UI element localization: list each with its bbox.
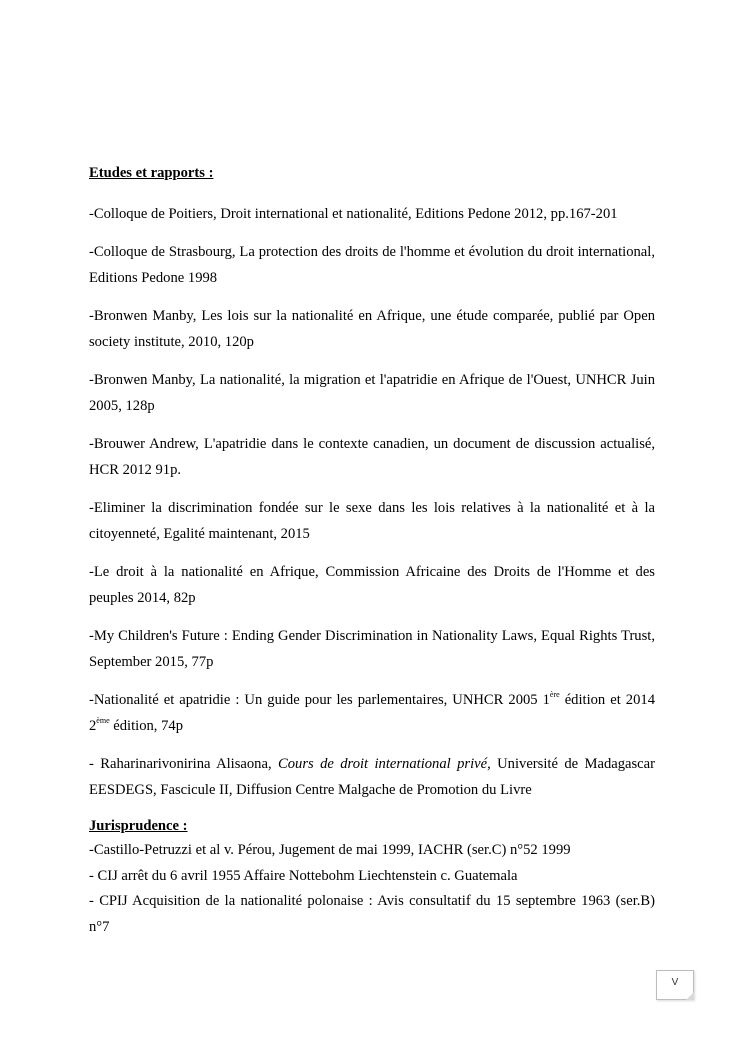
case-entry: - CPIJ Acquisition de la nationalité polonaise : Avis consultatif du 15 septembre 1963 (ser.B) n°7 <box>89 893 655 935</box>
jurisprudence-section <box>89 815 655 940</box>
cours-title: Cours de droit international privé <box>278 756 488 772</box>
reference-entry: -Colloque de Poitiers, Droit international et nationalité, Editions Pedone 2012, pp.167-201 <box>89 206 618 222</box>
reference-entry: -Bronwen Manby, La nationalité, la migration et l'apatridie en Afrique de l'Ouest, UNHCR Juin 2005, 128p <box>89 372 655 414</box>
page-corner-fold <box>686 992 694 1000</box>
reference-entry: -Le droit à la nationalité en Afrique, Commission Africaine des Droits de l'Homme et des peuples 2014, 82p <box>89 564 655 606</box>
section-heading-etudes: Etudes et rapports : <box>89 165 214 181</box>
reference-entry: -Colloque de Strasbourg, La protection des droits de l'homme et évolution du droit international, Editions Pedone 1998 <box>89 244 655 286</box>
section-heading-jurisprudence: Jurisprudence : <box>89 818 188 834</box>
cours-author: - Raharinarivonirina Alisaona, <box>89 756 278 772</box>
reference-entry-guide <box>89 687 655 739</box>
document-body <box>89 162 655 940</box>
reference-entry: -My Children's Future : Ending Gender Discrimination in Nationality Laws, Equal Rights Trust, September 2015, 77p <box>89 628 655 670</box>
cours-details: , Université de Madagascar EESDEGS, Fascicule II, Diffusion Centre Malgache de Promotion du Livre <box>89 756 655 798</box>
guide-text-part1: -Nationalité et apatridie : Un guide pour les parlementaires, UNHCR 2005 1 <box>89 692 550 708</box>
reference-entry-cours <box>89 751 655 803</box>
guide-text-part3: édition, 74p <box>109 718 183 734</box>
case-entry: -Castillo-Petruzzi et al v. Pérou, Jugement de mai 1999, IACHR (ser.C) n°52 1999 <box>89 842 571 858</box>
reference-entry: -Eliminer la discrimination fondée sur le sexe dans les lois relatives à la nationalité et à la citoyenneté, Egalité maintenant, 2015 <box>89 500 655 542</box>
page-number: V <box>671 977 679 988</box>
guide-superscript-2: ème <box>96 716 110 726</box>
guide-text-part2: édition et 2014 2 <box>89 692 655 734</box>
guide-superscript-1: ère <box>549 690 560 700</box>
reference-entry: -Bronwen Manby, Les lois sur la nationalité en Afrique, une étude comparée, publié par Open society institute, 2010, 120p <box>89 308 655 350</box>
page-number-box <box>656 970 694 1000</box>
reference-entry: -Brouwer Andrew, L'apatridie dans le contexte canadien, un document de discussion actualisé, HCR 2012 91p. <box>89 436 655 478</box>
case-entry: - CIJ arrêt du 6 avril 1955 Affaire Nottebohm Liechtenstein c. Guatemala <box>89 867 518 884</box>
